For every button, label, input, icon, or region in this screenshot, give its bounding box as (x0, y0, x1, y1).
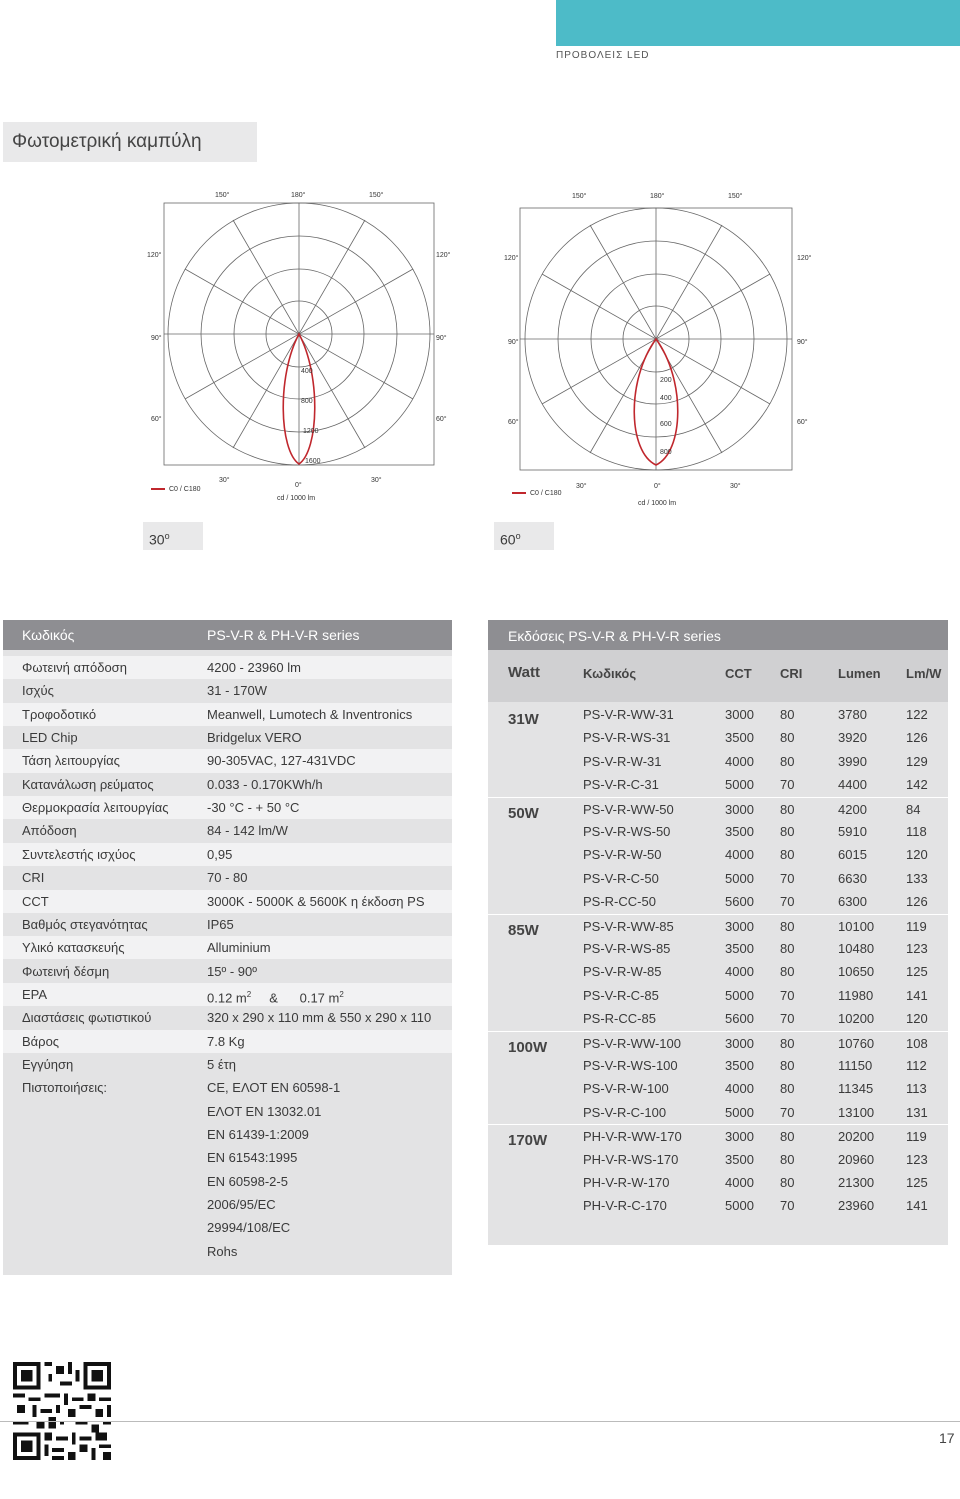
spec-key: LED Chip (22, 730, 78, 746)
version-cct: 3000 (725, 918, 754, 934)
version-row (488, 984, 948, 1007)
version-row (488, 1148, 948, 1171)
header-accent-bar (556, 0, 960, 46)
spec-value: 3000K - 5000K & 5600K η έκδοση PS (207, 893, 425, 909)
version-cri: 80 (780, 824, 795, 839)
version-row (488, 797, 948, 821)
version-lmw: 120 (906, 1011, 928, 1027)
spec-head-value: PS-V-R & PH-V-R series (207, 627, 360, 643)
version-cri: 80 (780, 707, 795, 722)
version-lmw: 141 (906, 987, 928, 1003)
version-lmw: 123 (906, 1151, 928, 1167)
col-cri: CRI (780, 666, 803, 681)
version-lmw: 119 (906, 1129, 927, 1145)
version-cri: 70 (780, 870, 795, 886)
col-code: Κωδικός (583, 666, 637, 681)
angle-label: 60° (797, 419, 808, 426)
spec-value: IP65 (207, 916, 234, 932)
version-cri: 80 (780, 964, 795, 980)
version-row (488, 1031, 948, 1055)
spec-key: CRI (22, 870, 45, 886)
spec-key: Συντελεστής ισχύος (22, 846, 136, 862)
spec-value: EN 61543:1995 (207, 1150, 298, 1166)
version-lumen: 5910 (838, 824, 867, 839)
spec-value: 0.033 - 0.170KWh/h (207, 776, 323, 792)
version-code: PS-V-R-C-85 (583, 987, 659, 1003)
angle-label: 60° (436, 416, 447, 423)
spec-value: Bridgelux VERO (207, 730, 302, 746)
spec-row (3, 1030, 452, 1053)
version-code: PS-V-R-WS-31 (583, 730, 671, 746)
ring-label: 400 (660, 395, 672, 402)
spec-value: -30 °C - + 50 °C (207, 800, 300, 816)
spec-value: 7.8 Kg (207, 1033, 245, 1049)
spec-key: Τροφοδοτικό (22, 706, 97, 722)
angle-label: 60° (508, 419, 519, 426)
spec-table-header (3, 620, 452, 650)
ring-label: 800 (301, 398, 313, 405)
version-lmw: 84 (906, 801, 921, 817)
version-lmw: 142 (906, 777, 928, 793)
version-cri: 70 (780, 1104, 795, 1120)
spec-value: 31 - 170W (207, 683, 267, 699)
version-cct: 4000 (725, 1175, 754, 1190)
spec-row (3, 773, 452, 796)
version-cri: 70 (780, 1011, 795, 1027)
spec-row (3, 749, 452, 772)
version-code: PS-V-R-WW-50 (583, 801, 674, 817)
version-lmw: 108 (906, 1035, 928, 1051)
version-row (488, 843, 948, 866)
version-cct: 3000 (725, 1035, 754, 1051)
version-lumen: 10100 (838, 918, 875, 934)
spec-value: 90-305VAC, 127-431VDC (207, 753, 356, 769)
version-cct: 4000 (725, 1081, 754, 1097)
version-row (488, 1194, 948, 1217)
version-lumen: 6300 (838, 894, 867, 910)
version-lumen: 10200 (838, 1011, 875, 1027)
spec-value: EN 60598-2-5 (207, 1173, 288, 1189)
version-row (488, 703, 948, 726)
version-lumen: 11150 (838, 1058, 873, 1073)
col-cct: CCT (725, 666, 752, 681)
spec-value: CE, ΕΛΟΤ EN 60598-1 (207, 1080, 341, 1096)
angle-label: 0° (654, 483, 661, 490)
spec-value: 84 - 142 lm/W (207, 823, 288, 839)
angle-label: 120° (436, 252, 451, 259)
spec-value: ΕΛΟΤ EN 13032.01 (207, 1103, 322, 1119)
angle-label: 150° (215, 192, 230, 199)
spec-value: 2006/95/EC (207, 1197, 276, 1213)
version-cri: 70 (780, 1198, 795, 1214)
spec-value: Meanwell, Lumotech & Inventronics (207, 706, 413, 722)
version-row (488, 820, 948, 843)
version-row (488, 890, 948, 913)
version-cri: 80 (780, 847, 795, 863)
spec-row (3, 983, 452, 1006)
version-code: PS-R-CC-50 (583, 894, 656, 910)
version-cri: 80 (780, 1081, 795, 1097)
col-watt: Watt (508, 664, 540, 681)
angle-label: 60° (151, 416, 162, 423)
spec-key: Βάρος (22, 1033, 60, 1049)
version-cri: 80 (780, 801, 795, 817)
angle-label: 0° (295, 482, 302, 489)
version-row (488, 914, 948, 938)
version-code: PS-V-R-W-100 (583, 1081, 669, 1097)
angle-label: 90° (797, 339, 808, 346)
version-row (488, 750, 948, 773)
spec-key: CCT (22, 893, 49, 909)
spec-row (3, 703, 452, 726)
versions-table (488, 620, 948, 1245)
page-number: 17 (939, 1430, 955, 1446)
version-lumen: 23960 (838, 1198, 875, 1214)
spec-key: EPA (22, 986, 48, 1002)
spec-key: Υλικό κατασκευής (22, 940, 125, 956)
version-row (488, 1054, 948, 1077)
ring-label: 200 (660, 377, 672, 384)
version-code: PS-V-R-W-50 (583, 847, 662, 863)
spec-row (3, 890, 452, 913)
version-lumen: 6015 (838, 847, 867, 863)
versions-column-headers (488, 650, 948, 702)
versions-table-header (488, 620, 948, 650)
spec-row (3, 679, 452, 702)
version-lmw: 118 (906, 824, 927, 839)
spec-value: 320 x 290 x 110 mm & 550 x 290 x 110 (207, 1010, 432, 1026)
version-code: PH-V-R-WW-170 (583, 1129, 682, 1145)
version-row (488, 960, 948, 983)
unit-label: cd / 1000 lm (638, 500, 677, 507)
angle-label: 30° (371, 477, 382, 484)
version-lumen: 21300 (838, 1175, 875, 1190)
spec-key: Πιστοποιήσεις: (22, 1080, 108, 1096)
spec-value: 29994/108/EC (207, 1220, 291, 1236)
col-lmw: Lm/W (906, 666, 942, 681)
version-cri: 80 (780, 1175, 795, 1190)
version-code: PS-V-R-C-31 (583, 777, 659, 793)
version-cct: 3500 (725, 1151, 754, 1167)
version-lumen: 10760 (838, 1035, 875, 1051)
spec-row (3, 1170, 452, 1193)
angle-label: 120° (504, 255, 519, 262)
angle-label: 150° (728, 193, 743, 200)
version-cri: 80 (780, 941, 795, 956)
qr-code (13, 1362, 111, 1460)
version-cct: 4000 (725, 847, 754, 863)
version-code: PH-V-R-W-170 (583, 1175, 670, 1190)
spec-key: Ισχύς (22, 683, 54, 699)
spec-key: Φωτεινή απόδοση (22, 660, 127, 675)
version-row (488, 1077, 948, 1100)
beam-tag-30: 30$^o$ (143, 522, 203, 550)
versions-head-title: Εκδόσεις PS-V-R & PH-V-R series (508, 628, 721, 644)
version-cri: 70 (780, 777, 795, 793)
spec-row (3, 866, 452, 889)
col-lumen: Lumen (838, 666, 881, 681)
version-lumen: 3920 (838, 730, 867, 746)
angle-label: 30° (219, 477, 230, 484)
version-cri: 80 (780, 1035, 795, 1051)
watt-group-label: 85W (508, 921, 539, 939)
spec-value: 5 έτη (207, 1056, 237, 1072)
version-row (488, 1124, 948, 1148)
spec-row (3, 960, 452, 983)
version-row (488, 1007, 948, 1030)
version-cct: 3500 (725, 824, 754, 839)
version-lumen: 20200 (838, 1129, 875, 1145)
spec-row (3, 1076, 452, 1099)
version-lumen: 11345 (838, 1081, 874, 1097)
spec-key: Εγγύηση (22, 1056, 74, 1072)
spec-row (3, 913, 452, 936)
version-cct: 3500 (725, 1058, 754, 1073)
version-row (488, 726, 948, 749)
version-cri: 80 (780, 1058, 795, 1073)
ring-label: 400 (301, 368, 313, 375)
angle-label: 180° (650, 193, 665, 200)
version-lmw: 129 (906, 753, 928, 769)
spec-row (3, 843, 452, 866)
version-lmw: 126 (906, 894, 928, 910)
version-cri: 80 (780, 918, 795, 934)
spec-key: Τάση λειτουργίας (22, 753, 120, 769)
spec-value: 4200 - 23960 lm (207, 660, 301, 675)
version-lmw: 113 (906, 1081, 927, 1097)
watt-group-label: 50W (508, 804, 539, 822)
version-code: PS-V-R-WS-85 (583, 941, 671, 956)
version-lmw: 119 (906, 918, 927, 934)
version-code: PS-R-CC-85 (583, 1011, 656, 1027)
version-cri: 80 (780, 1151, 795, 1167)
version-cct: 5600 (725, 1011, 754, 1027)
version-cct: 5000 (725, 987, 754, 1003)
version-cct: 4000 (725, 964, 754, 980)
spec-key: Διαστάσεις φωτιστικού (22, 1010, 152, 1026)
version-cct: 3500 (725, 730, 754, 746)
version-lmw: 133 (906, 870, 928, 886)
version-lumen: 3990 (838, 753, 867, 769)
version-code: PS-V-R-WS-100 (583, 1058, 678, 1073)
unit-label: cd / 1000 lm (277, 495, 316, 502)
version-lumen: 6630 (838, 870, 867, 886)
spec-row (3, 1146, 452, 1169)
version-lumen: 4400 (838, 777, 867, 793)
version-cct: 3000 (725, 1129, 754, 1145)
spec-key: Κατανάλωση ρεύματος (22, 776, 154, 792)
watt-group-label: 170W (508, 1132, 548, 1150)
version-code: PS-V-R-WW-100 (583, 1035, 681, 1051)
angle-label: 120° (797, 255, 812, 262)
version-lumen: 13100 (838, 1104, 875, 1120)
angle-label: 150° (369, 192, 384, 199)
spec-row (3, 656, 452, 679)
version-cct: 5600 (725, 894, 754, 910)
version-code: PS-V-R-C-50 (583, 870, 659, 886)
spec-value: 70 - 80 (207, 870, 248, 886)
version-code: PS-V-R-WS-50 (583, 824, 671, 839)
spec-row (3, 1123, 452, 1146)
version-row (488, 867, 948, 890)
section-title: Φωτομετρική καμπύλη (3, 122, 257, 162)
angle-label: 30° (730, 483, 741, 490)
spec-table (3, 620, 452, 1275)
version-lumen: 10480 (838, 941, 875, 956)
spec-row (3, 1193, 452, 1216)
ring-label: 800 (660, 449, 672, 456)
version-cri: 80 (780, 730, 795, 746)
version-code: PS-V-R-WW-31 (583, 707, 674, 722)
spec-row (3, 726, 452, 749)
angle-label: 150° (572, 193, 587, 200)
spec-value: 0.12 $m^2$ & 0.17 $m^2$ (207, 989, 344, 1006)
version-lmw: 122 (906, 707, 928, 722)
spec-key: Θερμοκρασία λειτουργίας (22, 800, 169, 816)
version-lumen: 20960 (838, 1151, 875, 1167)
version-lumen: 4200 (838, 801, 867, 817)
version-cct: 5000 (725, 777, 754, 793)
spec-row (3, 1053, 452, 1076)
spec-row (3, 819, 452, 842)
polar-chart-30 (143, 185, 463, 505)
version-code: PH-V-R-WS-170 (583, 1151, 679, 1167)
spec-value: Rohs (207, 1243, 238, 1259)
footer-divider (0, 1421, 960, 1422)
spec-key: Φωτεινή δέσμη (22, 963, 110, 979)
version-code: PS-V-R-C-100 (583, 1104, 667, 1120)
version-code: PH-V-R-C-170 (583, 1198, 667, 1214)
version-code: PS-V-R-W-31 (583, 753, 662, 769)
angle-label: 90° (151, 335, 162, 342)
version-cct: 3000 (725, 707, 754, 722)
angle-label: 180° (291, 192, 306, 199)
angle-label: 30° (576, 483, 587, 490)
spec-value: 0,95 (207, 846, 233, 862)
polar-chart-60 (500, 190, 820, 510)
version-lumen: 3780 (838, 707, 867, 722)
version-row (488, 937, 948, 960)
spec-head-key: Κωδικός (22, 627, 75, 643)
angle-label: 90° (508, 339, 519, 346)
version-lmw: 125 (906, 964, 928, 980)
version-cri: 70 (780, 987, 795, 1003)
spec-key: Απόδοση (22, 823, 77, 839)
version-lmw: 120 (906, 847, 928, 863)
version-cct: 3500 (725, 941, 754, 956)
version-cct: 5000 (725, 870, 754, 886)
version-lmw: 125 (906, 1175, 928, 1190)
version-row (488, 773, 948, 796)
version-lmw: 123 (906, 941, 928, 956)
spec-row (3, 1006, 452, 1029)
version-code: PS-V-R-W-85 (583, 964, 662, 980)
spec-value: 15º - 90º (207, 963, 257, 979)
spec-row (3, 796, 452, 819)
ring-label: 1600 (305, 458, 321, 465)
version-cri: 80 (780, 1129, 795, 1145)
beam-tag-60: 60$^o$ (494, 522, 554, 550)
version-cct: 3000 (725, 801, 754, 817)
spec-key: Βαθμός στεγανότητας (22, 916, 148, 932)
version-code: PS-V-R-WW-85 (583, 918, 674, 934)
legend-label: C0 / C180 (169, 486, 201, 493)
spec-row (3, 1100, 452, 1123)
version-lmw: 141 (906, 1198, 928, 1214)
watt-group-label: 100W (508, 1038, 548, 1056)
spec-value: EN 61439-1:2009 (207, 1127, 309, 1142)
spec-row (3, 936, 452, 959)
ring-label: 600 (660, 421, 672, 428)
version-cri: 70 (780, 894, 795, 910)
spec-row (3, 1216, 452, 1239)
spec-row (3, 1240, 452, 1263)
version-cct: 5000 (725, 1104, 754, 1120)
legend-label: C0 / C180 (530, 490, 562, 497)
version-row (488, 1171, 948, 1194)
version-lumen: 10650 (838, 964, 875, 980)
version-lmw: 131 (906, 1104, 928, 1120)
version-lmw: 112 (906, 1058, 927, 1073)
ring-label: 1200 (303, 428, 319, 435)
angle-label: 120° (147, 252, 162, 259)
category-label: ΠΡΟΒΟΛΕΙΣ LED (556, 50, 650, 61)
version-cri: 80 (780, 753, 795, 769)
angle-label: 90° (436, 335, 447, 342)
version-lmw: 126 (906, 730, 928, 746)
version-cct: 5000 (725, 1198, 754, 1214)
version-row (488, 1101, 948, 1124)
version-lumen: 11980 (838, 987, 874, 1003)
spec-value: Alluminium (207, 940, 271, 956)
version-cct: 4000 (725, 753, 754, 769)
watt-group-label: 31W (508, 711, 539, 728)
